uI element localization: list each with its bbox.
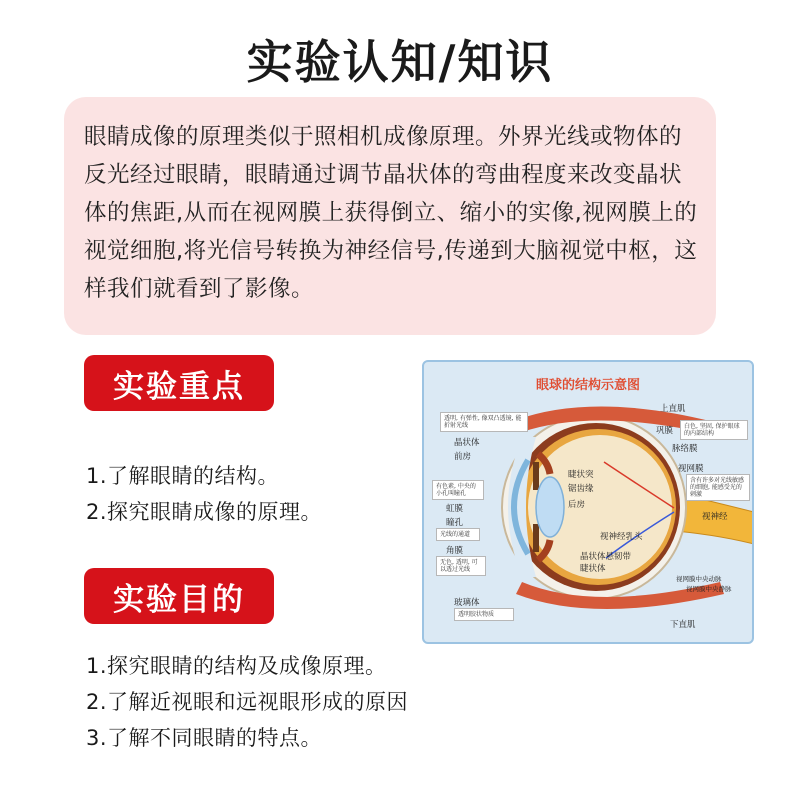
label-ciliary-body: 睫状体 bbox=[580, 564, 606, 574]
list-item: 1.探究眼睛的结构及成像原理。 bbox=[86, 654, 387, 678]
key-points-list bbox=[86, 458, 322, 530]
note-vitreous: 透明胶状物质 bbox=[454, 608, 514, 621]
key-points-label: 实验重点 bbox=[84, 355, 274, 411]
label-central-artery: 视网膜中央动脉 bbox=[676, 575, 722, 583]
note-sclera: 白色, 坚固, 保护眼球的内部结构 bbox=[680, 420, 748, 440]
label-anterior-chamber: 前房 bbox=[454, 452, 472, 462]
goals-label: 实验目的 bbox=[84, 568, 274, 624]
list-item: 3.了解不同眼睛的特点。 bbox=[86, 726, 323, 750]
label-inferior-rectus: 下直肌 bbox=[670, 620, 696, 630]
label-pupil: 瞳孔 bbox=[446, 518, 464, 528]
label-vitreous: 玻璃体 bbox=[454, 598, 480, 608]
lens-shape bbox=[536, 477, 564, 537]
label-choroid: 脉络膜 bbox=[672, 444, 698, 454]
note-lens: 透明, 有弹性, 像双凸透镜, 能折射光线 bbox=[440, 412, 528, 432]
label-iris: 虹膜 bbox=[446, 504, 464, 514]
note-pupil: 光线的通道 bbox=[436, 528, 480, 541]
label-optic-disc: 视神经乳头 bbox=[600, 532, 643, 542]
label-lens: 晶状体 bbox=[454, 438, 480, 448]
note-cornea: 无色, 透明, 可以透过光线 bbox=[436, 556, 486, 576]
label-cornea: 角膜 bbox=[446, 546, 464, 556]
intro-text: 眼睛成像的原理类似于照相机成像原理。外界光线或物体的反光经过眼睛，眼睛通过调节晶状体的弯曲程度来改变晶状体的焦距,从而在视网膜上获得倒立、缩小的实像,视网膜上的视觉细胞,将光信号转换为神经信号,传递到大脑视觉中枢，这样我们就看到了影像。 bbox=[84, 124, 698, 302]
label-superior-rectus: 上直肌 bbox=[660, 404, 686, 414]
list-item: 1.了解眼睛的结构。 bbox=[86, 464, 280, 488]
label-sclera: 巩膜 bbox=[656, 426, 674, 436]
label-ciliary-process: 睫状突 bbox=[568, 470, 594, 480]
label-ora-serrata: 锯齿缘 bbox=[568, 484, 594, 494]
list-item: 2.了解近视眼和远视眼形成的原因 bbox=[86, 690, 409, 714]
page-title: 实验认知/知识 bbox=[246, 35, 554, 89]
list-item: 2.探究眼睛成像的原理。 bbox=[86, 500, 323, 524]
label-central-vein: 视网膜中央静脉 bbox=[686, 585, 732, 593]
note-retina: 含有许多对光线敏感的细胞, 能感受光的刺激 bbox=[686, 474, 750, 501]
eye-structure-diagram bbox=[422, 360, 754, 644]
label-posterior-chamber: 后房 bbox=[568, 500, 586, 510]
label-optic-nerve: 视神经 bbox=[702, 512, 728, 522]
goals-list bbox=[86, 648, 408, 756]
label-retina: 视网膜 bbox=[678, 464, 704, 474]
diagram-title: 眼球的结构示意图 bbox=[535, 378, 640, 393]
note-iris: 有色素, 中央的小孔叫瞳孔 bbox=[432, 480, 484, 500]
label-zonule: 晶状体悬韧带 bbox=[580, 552, 632, 562]
